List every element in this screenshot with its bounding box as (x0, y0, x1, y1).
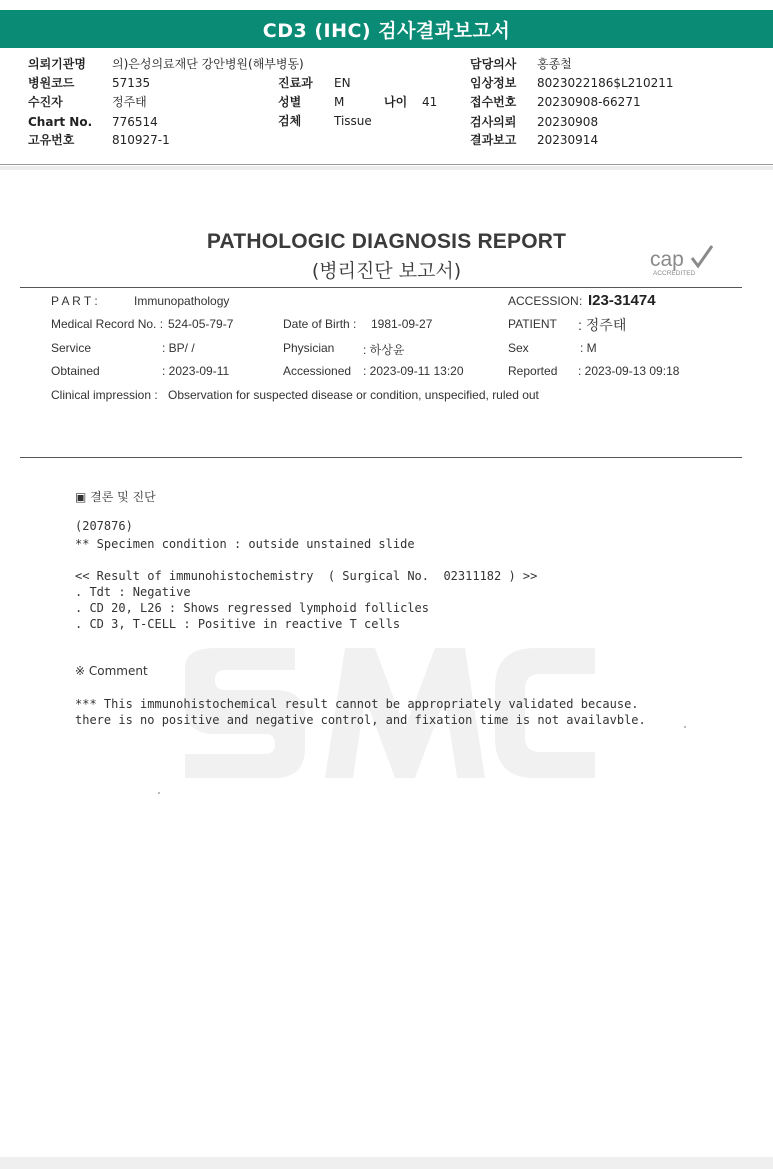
page-footer-bar (0, 1157, 773, 1169)
header-label: 성별 (278, 95, 302, 109)
diagnosis-line: . Tdt : Negative (75, 585, 191, 599)
accession-label: ACCESSION (508, 294, 579, 308)
cap-accredited-logo (648, 244, 718, 278)
cap-logo-text: cap (650, 248, 684, 271)
header-label: 진료과 (278, 76, 313, 90)
header-label: 수진자 (28, 95, 63, 109)
header-value: Tissue (334, 114, 372, 128)
part-label: P A R T : (51, 294, 98, 308)
comment-heading: ※ Comment (75, 664, 148, 678)
comment-line: *** This immunohistochemical result cannot be appropriately validated because. (75, 697, 639, 711)
accession-number: I23-31474 (588, 292, 656, 309)
header-value: 의)은성의료재단 강안병원(해부병동) (112, 57, 304, 71)
service-value: : BP/ / (162, 341, 195, 355)
header-value: 정주태 (112, 95, 147, 109)
header-value: EN (334, 76, 351, 90)
pathology-report-title: PATHOLOGIC DIAGNOSIS REPORT (206, 230, 567, 253)
header-label: 접수번호 (470, 95, 517, 109)
patient-label: PATIENT (508, 317, 557, 331)
diagnosis-line: . CD 3, T-CELL : Positive in reactive T cells (75, 617, 401, 631)
obtained-value: : 2023-09-11 (162, 364, 230, 378)
header-value: 57135 (112, 76, 151, 90)
header-value: 41 (422, 95, 438, 109)
diagnosis-heading: ▣ 결론 및 진단 (75, 490, 156, 504)
header-label: 결과보고 (470, 133, 517, 147)
dob-value: 1981-09-27 (371, 317, 433, 331)
header-label: 검사의뢰 (470, 115, 517, 129)
diagnosis-line: . CD 20, L26 : Shows regressed lymphoid follicles (75, 601, 430, 615)
report-bottom-rule (20, 457, 742, 458)
report-title: CD3 (IHC) 검사결과보고서 (262, 19, 511, 42)
patient-name: : 정주태 (578, 317, 627, 333)
mrn-label: Medical Record No. : (51, 317, 164, 331)
header-value: 20230908 (537, 115, 599, 129)
header-value: 8023022186$L210211 (537, 76, 674, 90)
report-title-bar (0, 10, 773, 48)
scan-speck (684, 726, 686, 728)
header-value: 20230914 (537, 133, 599, 147)
physician-label: Physician (283, 341, 335, 355)
physician-value: : 하상윤 (363, 343, 405, 357)
header-value: 홍종철 (537, 57, 572, 71)
cap-logo-subtext: ACCREDITED (653, 270, 696, 277)
header-label: 병원코드 (28, 76, 75, 90)
accessioned-label: Accessioned (283, 364, 352, 378)
header-label: 임상정보 (470, 76, 517, 90)
reported-value: : 2023-09-13 09:18 (578, 364, 680, 378)
header-divider-shadow (0, 166, 773, 170)
report-top-rule (20, 287, 742, 288)
dob-label: Date of Birth : (283, 317, 357, 331)
header-label: Chart No. (28, 115, 93, 129)
header-value: 20230908-66271 (537, 95, 641, 109)
header-value: M (334, 95, 345, 109)
accessioned-value: : 2023-09-11 13:20 (363, 364, 464, 378)
header-label: 나이 (384, 95, 408, 109)
service-label: Service (51, 341, 92, 355)
header-label: 검체 (278, 114, 302, 128)
cap-logo-icon (648, 244, 718, 278)
comment-line: there is no positive and negative control, and fixation time is not availavble. (75, 713, 646, 727)
header-divider (0, 164, 773, 165)
reported-label: Reported (508, 364, 558, 378)
sex-label: Sex (508, 341, 529, 355)
header-label: 고유번호 (28, 133, 75, 147)
header-value: 810927-1 (112, 133, 170, 147)
scan-speck (158, 792, 160, 794)
clinical-impression-value: Observation for suspected disease or condition, unspecified, ruled out (168, 388, 539, 402)
pathology-report-subtitle: (병리진단 보고서) (311, 260, 462, 282)
diagnosis-line: (207876) (75, 519, 133, 533)
sex-value: : M (580, 341, 597, 355)
accession-colon: : (579, 294, 583, 308)
clinical-impression-label: Clinical impression : (51, 388, 158, 402)
header-value: 776514 (112, 115, 158, 129)
header-label: 담당의사 (470, 57, 517, 71)
obtained-label: Obtained (51, 364, 100, 378)
header-label: 의뢰기관명 (28, 57, 86, 71)
diagnosis-line: << Result of immunohistochemistry ( Surgical No. 02311182 ) >> (75, 569, 538, 583)
mrn-value: 524-05-79-7 (168, 317, 234, 331)
part-value: Immunopathology (134, 294, 230, 308)
diagnosis-line: ** Specimen condition : outside unstained slide (75, 537, 415, 551)
